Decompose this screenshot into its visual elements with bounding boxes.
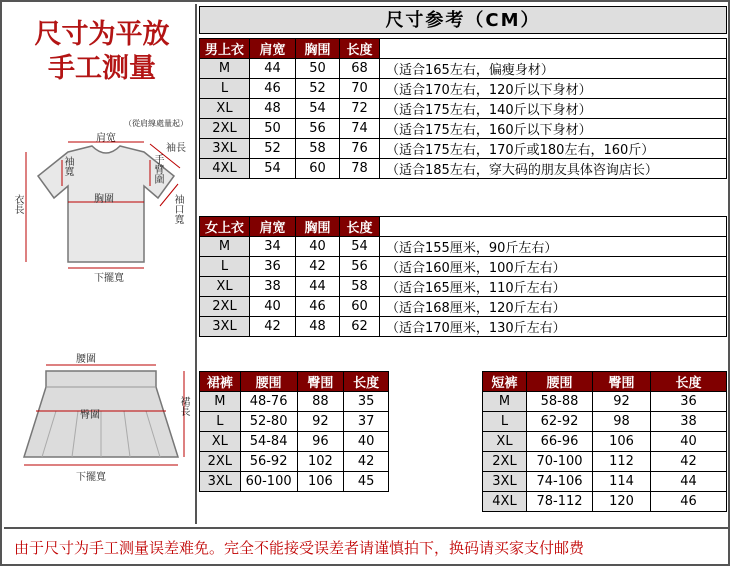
shorts-header-size: 短裤: [483, 372, 527, 392]
women-cell-chest-or-hip: 48: [296, 317, 340, 337]
men-cell-size: M: [200, 59, 250, 79]
men-cell-length: 76: [340, 139, 380, 159]
men-header-chest: 胸围: [296, 39, 340, 59]
women-cell-fit-note: （适合155厘米，90斤左右）: [380, 237, 727, 257]
shorts-row: [483, 412, 727, 432]
sleeve-length-label: 袖長: [166, 143, 186, 154]
shorts-header-waist: 腰围: [527, 372, 593, 392]
men-cell-shoulder-or-waist: 46: [250, 79, 296, 99]
skirt-cell-length: 40: [344, 432, 389, 452]
men-cell-fit-note: （适合170左右，120斤以下身材）: [380, 79, 727, 99]
women-header-shoulder: 肩宽: [250, 217, 296, 237]
skirt-row: [200, 392, 389, 412]
women-row: [200, 257, 727, 277]
women-cell-chest-or-hip: 46: [296, 297, 340, 317]
shorts-row: [483, 472, 727, 492]
skirt-cell-size: XL: [200, 432, 241, 452]
men-cell-fit-note: （适合165左右，偏瘦身材）: [380, 59, 727, 79]
men-cell-length: 78: [340, 159, 380, 179]
men-header-shoulder: 肩宽: [250, 39, 296, 59]
skirt-cell-size: 3XL: [200, 472, 241, 492]
skirt-cell-chest-or-hip: 106: [297, 472, 344, 492]
shorts-cell-chest-or-hip: 112: [593, 452, 651, 472]
men-cell-chest-or-hip: 60: [296, 159, 340, 179]
men-size-table: [199, 38, 727, 179]
men-row: [200, 159, 727, 179]
women-cell-fit-note: （适合160厘米，100斤左右）: [380, 257, 727, 277]
measure-note-title: [12, 18, 192, 86]
men-cell-chest-or-hip: 52: [296, 79, 340, 99]
men-row: [200, 119, 727, 139]
shoulder-label: 肩宽: [96, 133, 116, 144]
length-label: 衣長: [12, 194, 23, 214]
shorts-cell-shoulder-or-waist: 58-88: [527, 392, 593, 412]
women-cell-size: 3XL: [200, 317, 250, 337]
cuff-label: 袖口寬: [172, 194, 183, 224]
shorts-cell-chest-or-hip: 114: [593, 472, 651, 492]
women-cell-fit-note: （适合168厘米，120斤左右）: [380, 297, 727, 317]
skirt-cell-size: M: [200, 392, 241, 412]
women-cell-size: XL: [200, 277, 250, 297]
women-header-size: 女上衣: [200, 217, 250, 237]
men-cell-length: 72: [340, 99, 380, 119]
skirt-cell-size: 2XL: [200, 452, 241, 472]
women-cell-length: 56: [340, 257, 380, 277]
skirt-row: [200, 452, 389, 472]
skirt-row: [200, 412, 389, 432]
chest-label: 胸圍: [94, 194, 114, 205]
arm-label: 手臂圍: [152, 154, 163, 184]
women-row: [200, 237, 727, 257]
skirt-cell-chest-or-hip: 92: [297, 412, 344, 432]
sleeve-width-label: 袖寬: [62, 156, 73, 176]
men-cell-length: 74: [340, 119, 380, 139]
skirt-size-table: [199, 371, 389, 492]
women-cell-shoulder-or-waist: 36: [250, 257, 296, 277]
shorts-cell-shoulder-or-waist: 70-100: [527, 452, 593, 472]
page-title: 尺寸参考（CM）: [199, 6, 727, 34]
shorts-cell-chest-or-hip: 98: [593, 412, 651, 432]
skirt-header-row: [200, 372, 389, 392]
skirt-cell-length: 45: [344, 472, 389, 492]
skirt-cell-chest-or-hip: 88: [297, 392, 344, 412]
women-cell-shoulder-or-waist: 42: [250, 317, 296, 337]
women-cell-shoulder-or-waist: 40: [250, 297, 296, 317]
men-cell-shoulder-or-waist: 50: [250, 119, 296, 139]
women-row: [200, 277, 727, 297]
shorts-size-table: [482, 371, 727, 512]
skirt-header-hip: 臀围: [297, 372, 344, 392]
skirt-header-waist: 腰围: [240, 372, 297, 392]
skirt-cell-shoulder-or-waist: 60-100: [240, 472, 297, 492]
skirt-row: [200, 432, 389, 452]
diagram-panel: [4, 4, 197, 524]
shorts-cell-length: 46: [651, 492, 727, 512]
skirt-cell-chest-or-hip: 96: [297, 432, 344, 452]
men-row: [200, 139, 727, 159]
shorts-cell-size: XL: [483, 432, 527, 452]
shorts-cell-shoulder-or-waist: 78-112: [527, 492, 593, 512]
shorts-cell-length: 40: [651, 432, 727, 452]
shorts-row: [483, 432, 727, 452]
men-cell-chest-or-hip: 50: [296, 59, 340, 79]
hem-label: 下擺寬: [94, 273, 124, 284]
shorts-cell-size: 2XL: [483, 452, 527, 472]
skirt-cell-shoulder-or-waist: 54-84: [240, 432, 297, 452]
women-cell-chest-or-hip: 40: [296, 237, 340, 257]
men-row: [200, 79, 727, 99]
shorts-header-hip: 臀围: [593, 372, 651, 392]
men-cell-chest-or-hip: 56: [296, 119, 340, 139]
women-cell-size: 2XL: [200, 297, 250, 317]
measure-note-line2: 手工测量: [48, 53, 156, 84]
skirt-row: [200, 472, 389, 492]
measure-note-line1: 尺寸为平放: [34, 19, 170, 50]
women-cell-fit-note: （适合170厘米，130斤左右）: [380, 317, 727, 337]
men-cell-fit-note: （适合175左右，170斤或180左右，160斤）: [380, 139, 727, 159]
women-cell-length: 54: [340, 237, 380, 257]
waist-label: 腰圍: [76, 354, 96, 365]
shorts-cell-length: 44: [651, 472, 727, 492]
shorts-cell-shoulder-or-waist: 74-106: [527, 472, 593, 492]
shorts-header-row: [483, 372, 727, 392]
men-cell-size: XL: [200, 99, 250, 119]
skirt-cell-shoulder-or-waist: 52-80: [240, 412, 297, 432]
men-row: [200, 99, 727, 119]
men-cell-shoulder-or-waist: 54: [250, 159, 296, 179]
shorts-cell-size: 3XL: [483, 472, 527, 492]
men-cell-size: L: [200, 79, 250, 99]
shoulder-hint-label: （從肩線處量起）: [124, 119, 188, 128]
men-cell-length: 68: [340, 59, 380, 79]
shorts-cell-length: 42: [651, 452, 727, 472]
men-header-row: [200, 39, 727, 59]
women-cell-fit-note: （适合165厘米，110斤左右）: [380, 277, 727, 297]
skirt-cell-shoulder-or-waist: 56-92: [240, 452, 297, 472]
women-cell-length: 62: [340, 317, 380, 337]
shorts-row: [483, 392, 727, 412]
skirt-cell-length: 42: [344, 452, 389, 472]
men-cell-chest-or-hip: 54: [296, 99, 340, 119]
women-header-row: [200, 217, 727, 237]
men-cell-length: 70: [340, 79, 380, 99]
men-cell-chest-or-hip: 58: [296, 139, 340, 159]
shorts-cell-chest-or-hip: 92: [593, 392, 651, 412]
men-cell-shoulder-or-waist: 48: [250, 99, 296, 119]
men-cell-size: 2XL: [200, 119, 250, 139]
shorts-row: [483, 492, 727, 512]
women-cell-shoulder-or-waist: 34: [250, 237, 296, 257]
women-cell-shoulder-or-waist: 38: [250, 277, 296, 297]
skirt-cell-shoulder-or-waist: 48-76: [240, 392, 297, 412]
women-cell-size: L: [200, 257, 250, 277]
skirt-header-size: 裙裤: [200, 372, 241, 392]
men-header-size: 男上衣: [200, 39, 250, 59]
shorts-cell-length: 38: [651, 412, 727, 432]
women-row: [200, 317, 727, 337]
men-cell-fit-note: （适合185左右，穿大码的朋友具体咨询店长）: [380, 159, 727, 179]
women-note: （可参考下面选择对应码数，决定权在你手上）: [380, 217, 727, 237]
shorts-cell-size: 4XL: [483, 492, 527, 512]
women-header-length: 长度: [340, 217, 380, 237]
skirt-cell-length: 35: [344, 392, 389, 412]
footer-disclaimer: 由于尺寸为手工测量误差难免。完全不能接受误差者请谨慎拍下，换码请买家支付邮费: [4, 527, 728, 565]
skirt-cell-size: L: [200, 412, 241, 432]
shorts-cell-chest-or-hip: 106: [593, 432, 651, 452]
men-cell-size: 3XL: [200, 139, 250, 159]
women-size-table: [199, 216, 727, 337]
men-cell-size: 4XL: [200, 159, 250, 179]
shorts-cell-chest-or-hip: 120: [593, 492, 651, 512]
shorts-cell-length: 36: [651, 392, 727, 412]
shorts-cell-size: L: [483, 412, 527, 432]
skirt-cell-chest-or-hip: 102: [297, 452, 344, 472]
shorts-cell-size: M: [483, 392, 527, 412]
skirt-header-length: 长度: [344, 372, 389, 392]
shorts-row: [483, 452, 727, 472]
women-cell-chest-or-hip: 44: [296, 277, 340, 297]
women-row: [200, 297, 727, 317]
women-header-chest: 胸围: [296, 217, 340, 237]
shorts-cell-shoulder-or-waist: 62-92: [527, 412, 593, 432]
women-cell-size: M: [200, 237, 250, 257]
women-cell-length: 60: [340, 297, 380, 317]
skirt-hem-label: 下擺寬: [76, 472, 106, 483]
shorts-cell-shoulder-or-waist: 66-96: [527, 432, 593, 452]
hip-label: 臀圍: [80, 410, 100, 421]
men-cell-shoulder-or-waist: 52: [250, 139, 296, 159]
shorts-header-length: 长度: [651, 372, 727, 392]
women-cell-length: 58: [340, 277, 380, 297]
men-header-length: 长度: [340, 39, 380, 59]
men-row: [200, 59, 727, 79]
skirt-length-label: 裙長: [178, 396, 189, 416]
women-cell-chest-or-hip: 42: [296, 257, 340, 277]
men-cell-shoulder-or-waist: 44: [250, 59, 296, 79]
skirt-diagram: [6, 349, 196, 479]
men-cell-fit-note: （适合175左右，160斤以下身材）: [380, 119, 727, 139]
men-note: （适合身材只建议，不做退换理由）: [380, 39, 727, 59]
men-cell-fit-note: （适合175左右，140斤以下身材）: [380, 99, 727, 119]
skirt-cell-length: 37: [344, 412, 389, 432]
